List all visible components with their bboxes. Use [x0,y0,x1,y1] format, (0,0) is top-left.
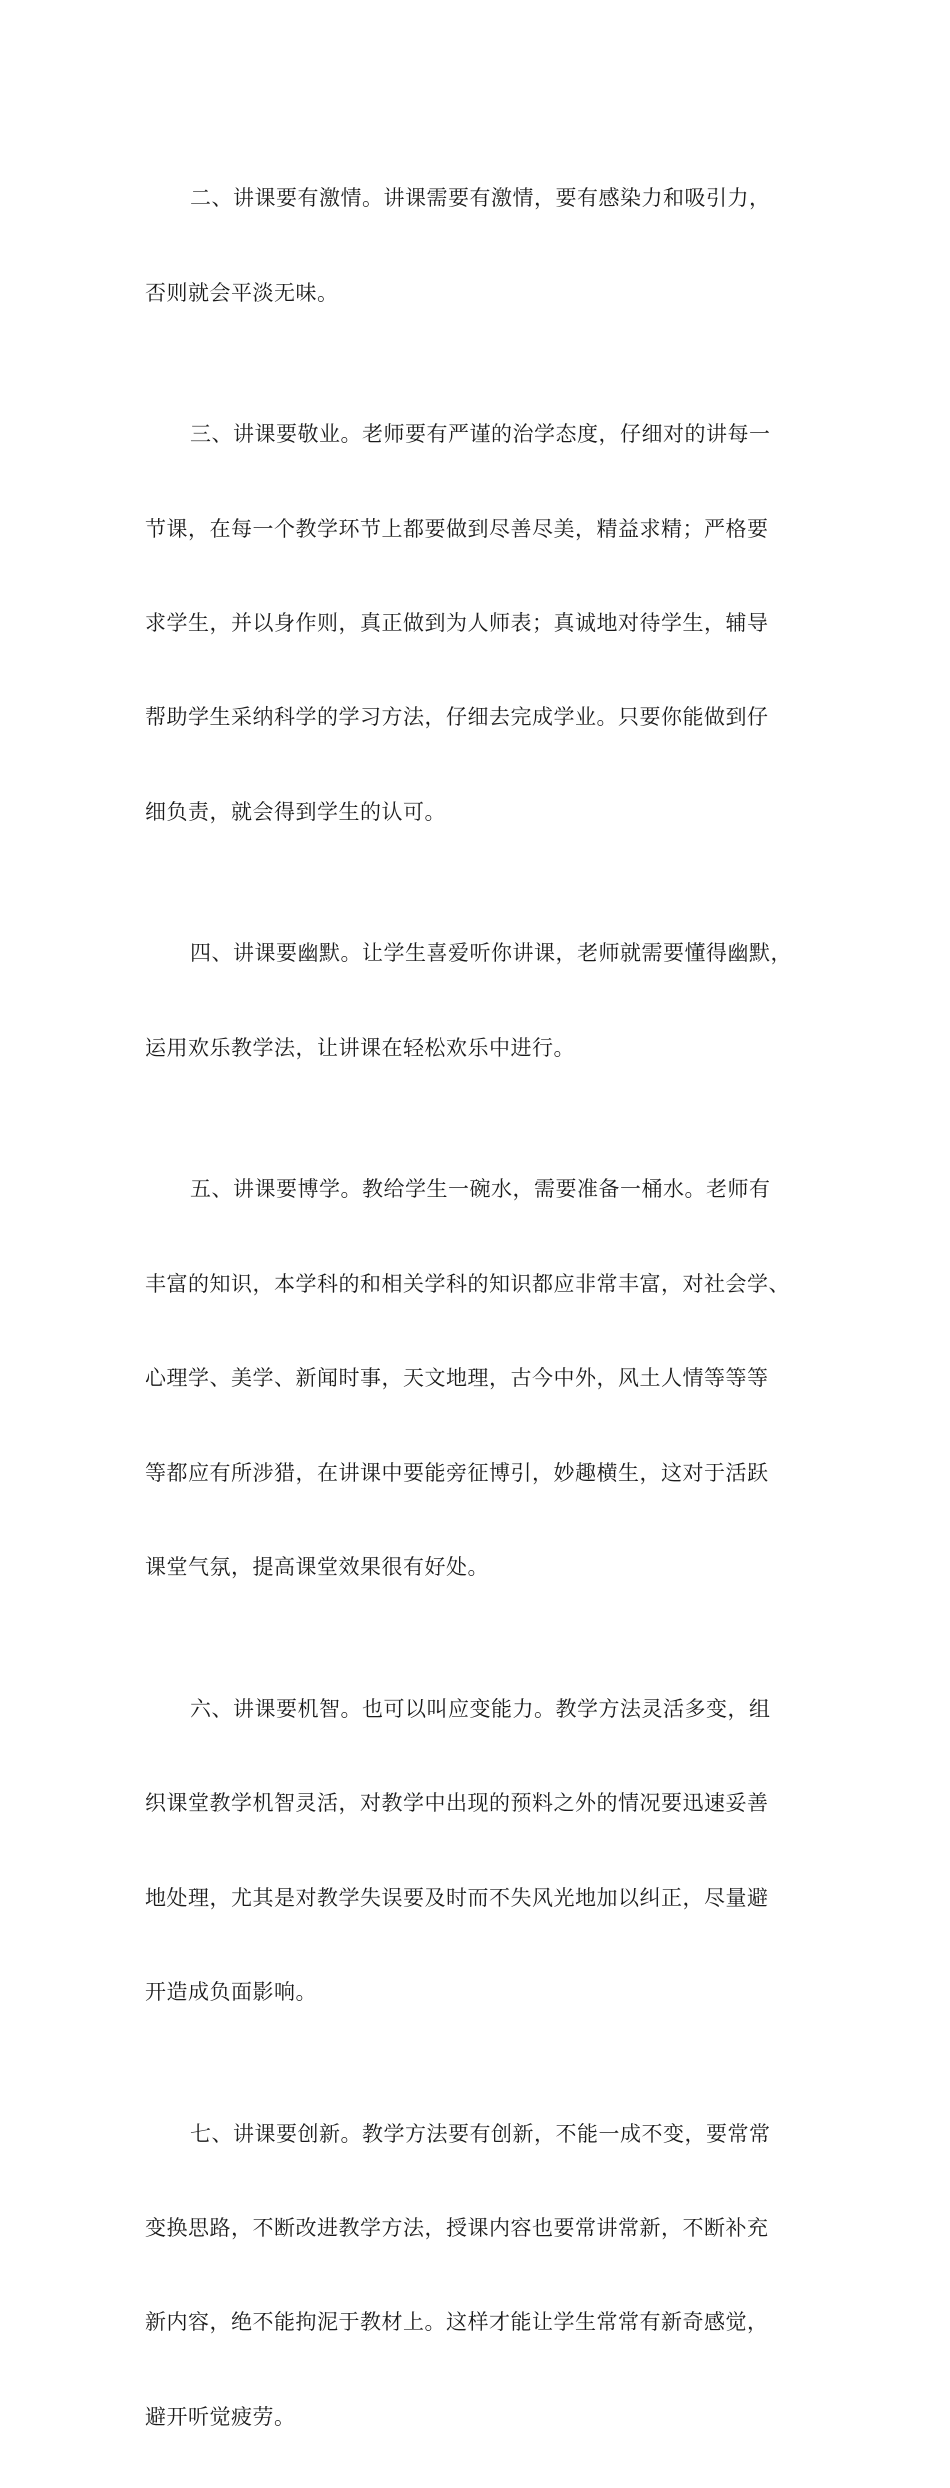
paragraph-line: 运用欢乐教学法，让讲课在轻松欢乐中进行。 [145,1035,575,1060]
paragraph-line: 课堂气氛，提高课堂效果很有好处。 [145,1555,489,1580]
paragraph-5 [145,1119,825,1638]
paragraph-line: 等都应有所涉猎，在讲课中要能旁征博引，妙趣横生，这对于活跃 [145,1460,769,1485]
paragraph-2 [145,128,825,364]
paragraph-line: 三、讲课要敬业。老师要有严谨的治学态度，仔细对的讲每一 [190,422,771,447]
paragraph-line: 开造成负面影响。 [145,1979,317,2004]
paragraph-line: 地处理，尤其是对教学失误要及时而不失风光地加以纠正，尽量避 [145,1885,769,1910]
paragraph-line: 五、讲课要博学。教给学生一碗水，需要准备一桶水。老师有 [190,1177,771,1202]
paragraph-line: 四、讲课要幽默。让学生喜爱听你讲课，老师就需要懂得幽默， [190,941,792,966]
paragraph-4 [145,883,825,1119]
paragraph-line: 心理学、美学、新闻时事，天文地理，古今中外，风土人情等等等 [145,1366,769,1391]
paragraph-line: 六、讲课要机智。也可以叫应变能力。教学方法灵活多变，组 [190,1696,771,1721]
paragraph-line: 节课，在每一个教学环节上都要做到尽善尽美，精益求精；严格要 [145,516,769,541]
paragraph-line: 帮助学生采纳科学的学习方法，仔细去完成学业。只要你能做到仔 [145,705,769,730]
paragraph-line: 细负责，就会得到学生的认可。 [145,799,446,824]
paragraph-line: 避开听觉疲劳。 [145,2404,296,2429]
paragraph-line: 求学生，并以身作则，真正做到为人师表；真诚地对待学生，辅导 [145,611,769,636]
paragraph-line: 七、讲课要创新。教学方法要有创新，不能一成不变，要常常 [190,2121,771,2146]
paragraph-line: 新内容，绝不能拘泥于教材上。这样才能让学生常常有新奇感觉， [145,2310,769,2335]
paragraph-line: 变换思路，不断改进教学方法，授课内容也要常讲常新，不断补充 [145,2215,769,2240]
document-body [145,128,825,2488]
paragraph-3 [145,364,825,883]
paragraph-line: 织课堂教学机智灵活，对教学中出现的预料之外的情况要迅速妥善 [145,1791,769,1816]
paragraph-line: 二、讲课要有激情。讲课需要有激情，要有感染力和吸引力， [190,186,771,211]
paragraph-7 [145,2063,825,2488]
paragraph-line: 丰富的知识，本学科的和相关学科的知识都应非常丰富，对社会学、 [145,1271,790,1296]
paragraph-line: 否则就会平淡无味。 [145,280,339,305]
paragraph-6 [145,1639,825,2064]
